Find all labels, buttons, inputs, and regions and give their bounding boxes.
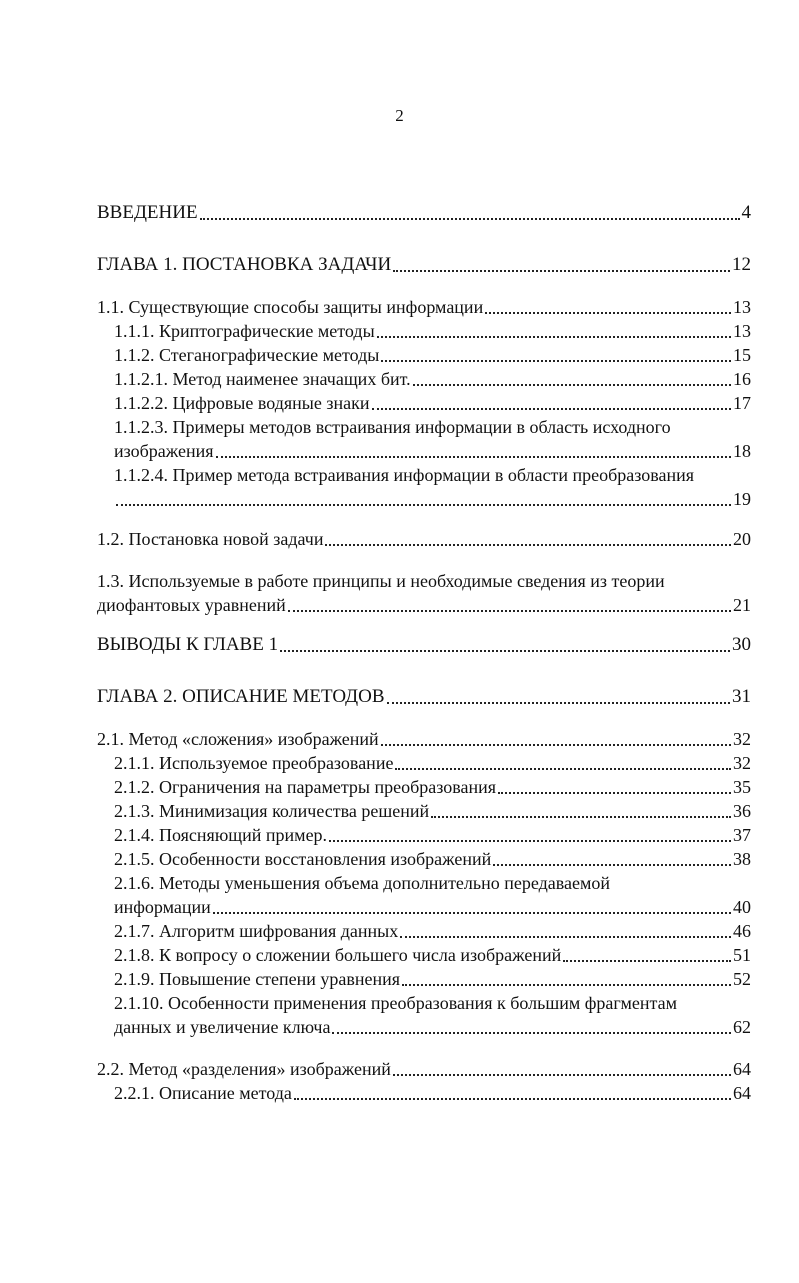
toc-title: 2.1.8. К вопросу о сложении большего числа изображений [114, 945, 562, 965]
dot-leader [493, 864, 731, 866]
toc-entry-1-1-2-3-line1[interactable]: 1.1.2.3. Примеры методов встраивания информации в область исходного [114, 417, 671, 437]
toc-entry-2-1-1[interactable] [114, 750, 751, 776]
dot-leader [325, 544, 731, 546]
toc-page: 62 [733, 1017, 751, 1037]
toc-page: 17 [733, 393, 751, 413]
toc-page: 36 [733, 801, 751, 821]
toc-entry-1-3-line1[interactable]: 1.3. Используемые в работе принципы и необходимые сведения из теории [97, 571, 665, 591]
toc-title: диофантовых уравнений [97, 595, 286, 615]
toc-entry-2-1-6-line1[interactable]: 2.1.6. Методы уменьшения объема дополнительно передаваемой [114, 873, 611, 893]
dot-leader [381, 360, 731, 362]
dot-leader [393, 1074, 731, 1076]
toc-entry-2-1-7[interactable] [114, 918, 751, 944]
toc-title: 1.1.2.1. Метод наименее значащих бит. [114, 369, 411, 389]
toc-title: ВЫВОДЫ К ГЛАВЕ 1 [97, 634, 279, 655]
toc-page: 12 [732, 254, 751, 275]
dot-leader [329, 840, 731, 842]
toc-page: 31 [732, 686, 751, 707]
toc-entry-2-1-10-line1[interactable]: 2.1.10. Особенности применения преобразования к большим фрагментам [114, 993, 678, 1013]
toc-page: 30 [732, 634, 751, 655]
toc-entry-1-1-2-4[interactable] [114, 486, 751, 512]
toc-title: 2.1.2. Ограничения на параметры преобразования [114, 777, 497, 797]
toc-title: данных и увеличение ключа [114, 1017, 331, 1037]
toc-title: 1.1.2. Стеганографические методы [114, 345, 380, 365]
page-number: 2 [395, 106, 404, 125]
dot-leader [563, 960, 731, 962]
toc-page: 20 [733, 529, 751, 549]
dot-leader [485, 312, 731, 314]
dot-leader [213, 912, 731, 914]
toc-title: ГЛАВА 1. ПОСТАНОВКА ЗАДАЧИ [97, 254, 392, 275]
toc-page: 32 [733, 753, 751, 773]
toc-page: 13 [733, 297, 751, 317]
toc-page: 4 [741, 202, 751, 223]
toc-title: ГЛАВА 2. ОПИСАНИЕ МЕТОДОВ [97, 686, 385, 707]
toc-entry-1-1-1[interactable] [114, 318, 751, 344]
toc-entry-chapter-2[interactable] [97, 684, 751, 710]
toc-page: 18 [733, 441, 751, 461]
toc-entry-2-1-8[interactable] [114, 942, 751, 968]
dot-leader [431, 816, 731, 818]
toc-title: 2.2. Метод «разделения» изображений [97, 1059, 391, 1079]
toc-entry-2-1-10[interactable] [114, 1014, 751, 1040]
dot-leader [200, 218, 740, 220]
toc-entry-2-1-6[interactable] [114, 894, 751, 920]
dot-leader [498, 792, 731, 794]
toc-title: 1.1. Существующие способы защиты информации [97, 297, 484, 317]
toc-entry-1-1-2-4-line1[interactable]: 1.1.2.4. Пример метода встраивания информации в области преобразования [114, 465, 695, 485]
toc-entry-introduction[interactable] [97, 200, 751, 226]
toc-title: изображения [114, 441, 214, 461]
toc-page: 64 [733, 1059, 751, 1079]
toc-entry-1-3[interactable] [97, 592, 751, 618]
toc-entry-2-1-2[interactable] [114, 774, 751, 800]
dot-leader [400, 936, 731, 938]
dot-leader [288, 610, 731, 612]
toc-entry-conclusions-1[interactable] [97, 632, 751, 658]
toc-title: 1.1.2.2. Цифровые водяные знаки [114, 393, 370, 413]
toc-page: 46 [733, 921, 751, 941]
toc-page: 32 [733, 729, 751, 749]
dot-leader [387, 702, 730, 704]
toc-title: 1.2. Постановка новой задачи [97, 529, 324, 549]
toc-title: 2.1.9. Повышение степени уравнения [114, 969, 401, 989]
dot-leader [393, 270, 730, 272]
dot-leader [332, 1032, 731, 1034]
toc-page: 52 [733, 969, 751, 989]
dot-leader [402, 984, 731, 986]
toc-title: информации [114, 897, 211, 917]
toc-title: 2.1.3. Минимизация количества решений [114, 801, 430, 821]
toc-page: 64 [733, 1083, 751, 1103]
dot-leader [280, 650, 730, 652]
toc-title: 2.1.7. Алгоритм шифрования данных [114, 921, 399, 941]
toc-title: 2.1. Метод «сложения» изображений [97, 729, 379, 749]
toc-title: 2.2.1. Описание метода [114, 1083, 292, 1103]
toc-entry-2-2-1[interactable] [114, 1080, 751, 1106]
toc-entry-2-1-9[interactable] [114, 966, 751, 992]
toc-title: 2.1.1. Используемое преобразование [114, 753, 394, 773]
toc-page: 40 [733, 897, 751, 917]
dot-leader [395, 768, 731, 770]
toc-page: 21 [733, 595, 751, 615]
toc-entry-1-1-2-1[interactable] [114, 366, 751, 392]
toc-entry-2-1-3[interactable] [114, 798, 751, 824]
toc-entry-2-2[interactable] [97, 1056, 751, 1082]
dot-leader [381, 744, 731, 746]
toc-page: 37 [733, 825, 751, 845]
toc-title: 1.1.1. Криптографические методы [114, 321, 375, 341]
toc-entry-1-1[interactable] [97, 294, 751, 320]
toc-page: 16 [733, 369, 751, 389]
dot-leader [377, 336, 731, 338]
toc-entry-2-1-4[interactable] [114, 822, 751, 848]
toc-entry-1-1-2[interactable] [114, 342, 751, 368]
toc-entry-chapter-1[interactable] [97, 252, 751, 278]
dot-leader [372, 408, 732, 410]
toc-page: 15 [733, 345, 751, 365]
toc-title: 2.1.5. Особенности восстановления изображений [114, 849, 492, 869]
toc-title: 2.1.4. Поясняющий пример. [114, 825, 328, 845]
toc-title: ВВЕДЕНИЕ [97, 202, 198, 223]
dot-leader [413, 384, 731, 386]
toc-entry-2-1-5[interactable] [114, 846, 751, 872]
toc-page: 13 [733, 321, 751, 341]
toc-entry-2-1[interactable] [97, 726, 751, 752]
toc-page: 38 [733, 849, 751, 869]
dot-leader [116, 504, 731, 506]
toc-entry-1-1-2-3[interactable] [114, 438, 751, 464]
dot-leader [216, 456, 731, 458]
toc-page: 19 [733, 489, 751, 509]
toc-entry-1-1-2-2[interactable] [114, 390, 751, 416]
dot-leader [294, 1098, 731, 1100]
toc-page: 51 [733, 945, 751, 965]
toc-entry-1-2[interactable] [97, 526, 751, 552]
toc-page: 35 [733, 777, 751, 797]
